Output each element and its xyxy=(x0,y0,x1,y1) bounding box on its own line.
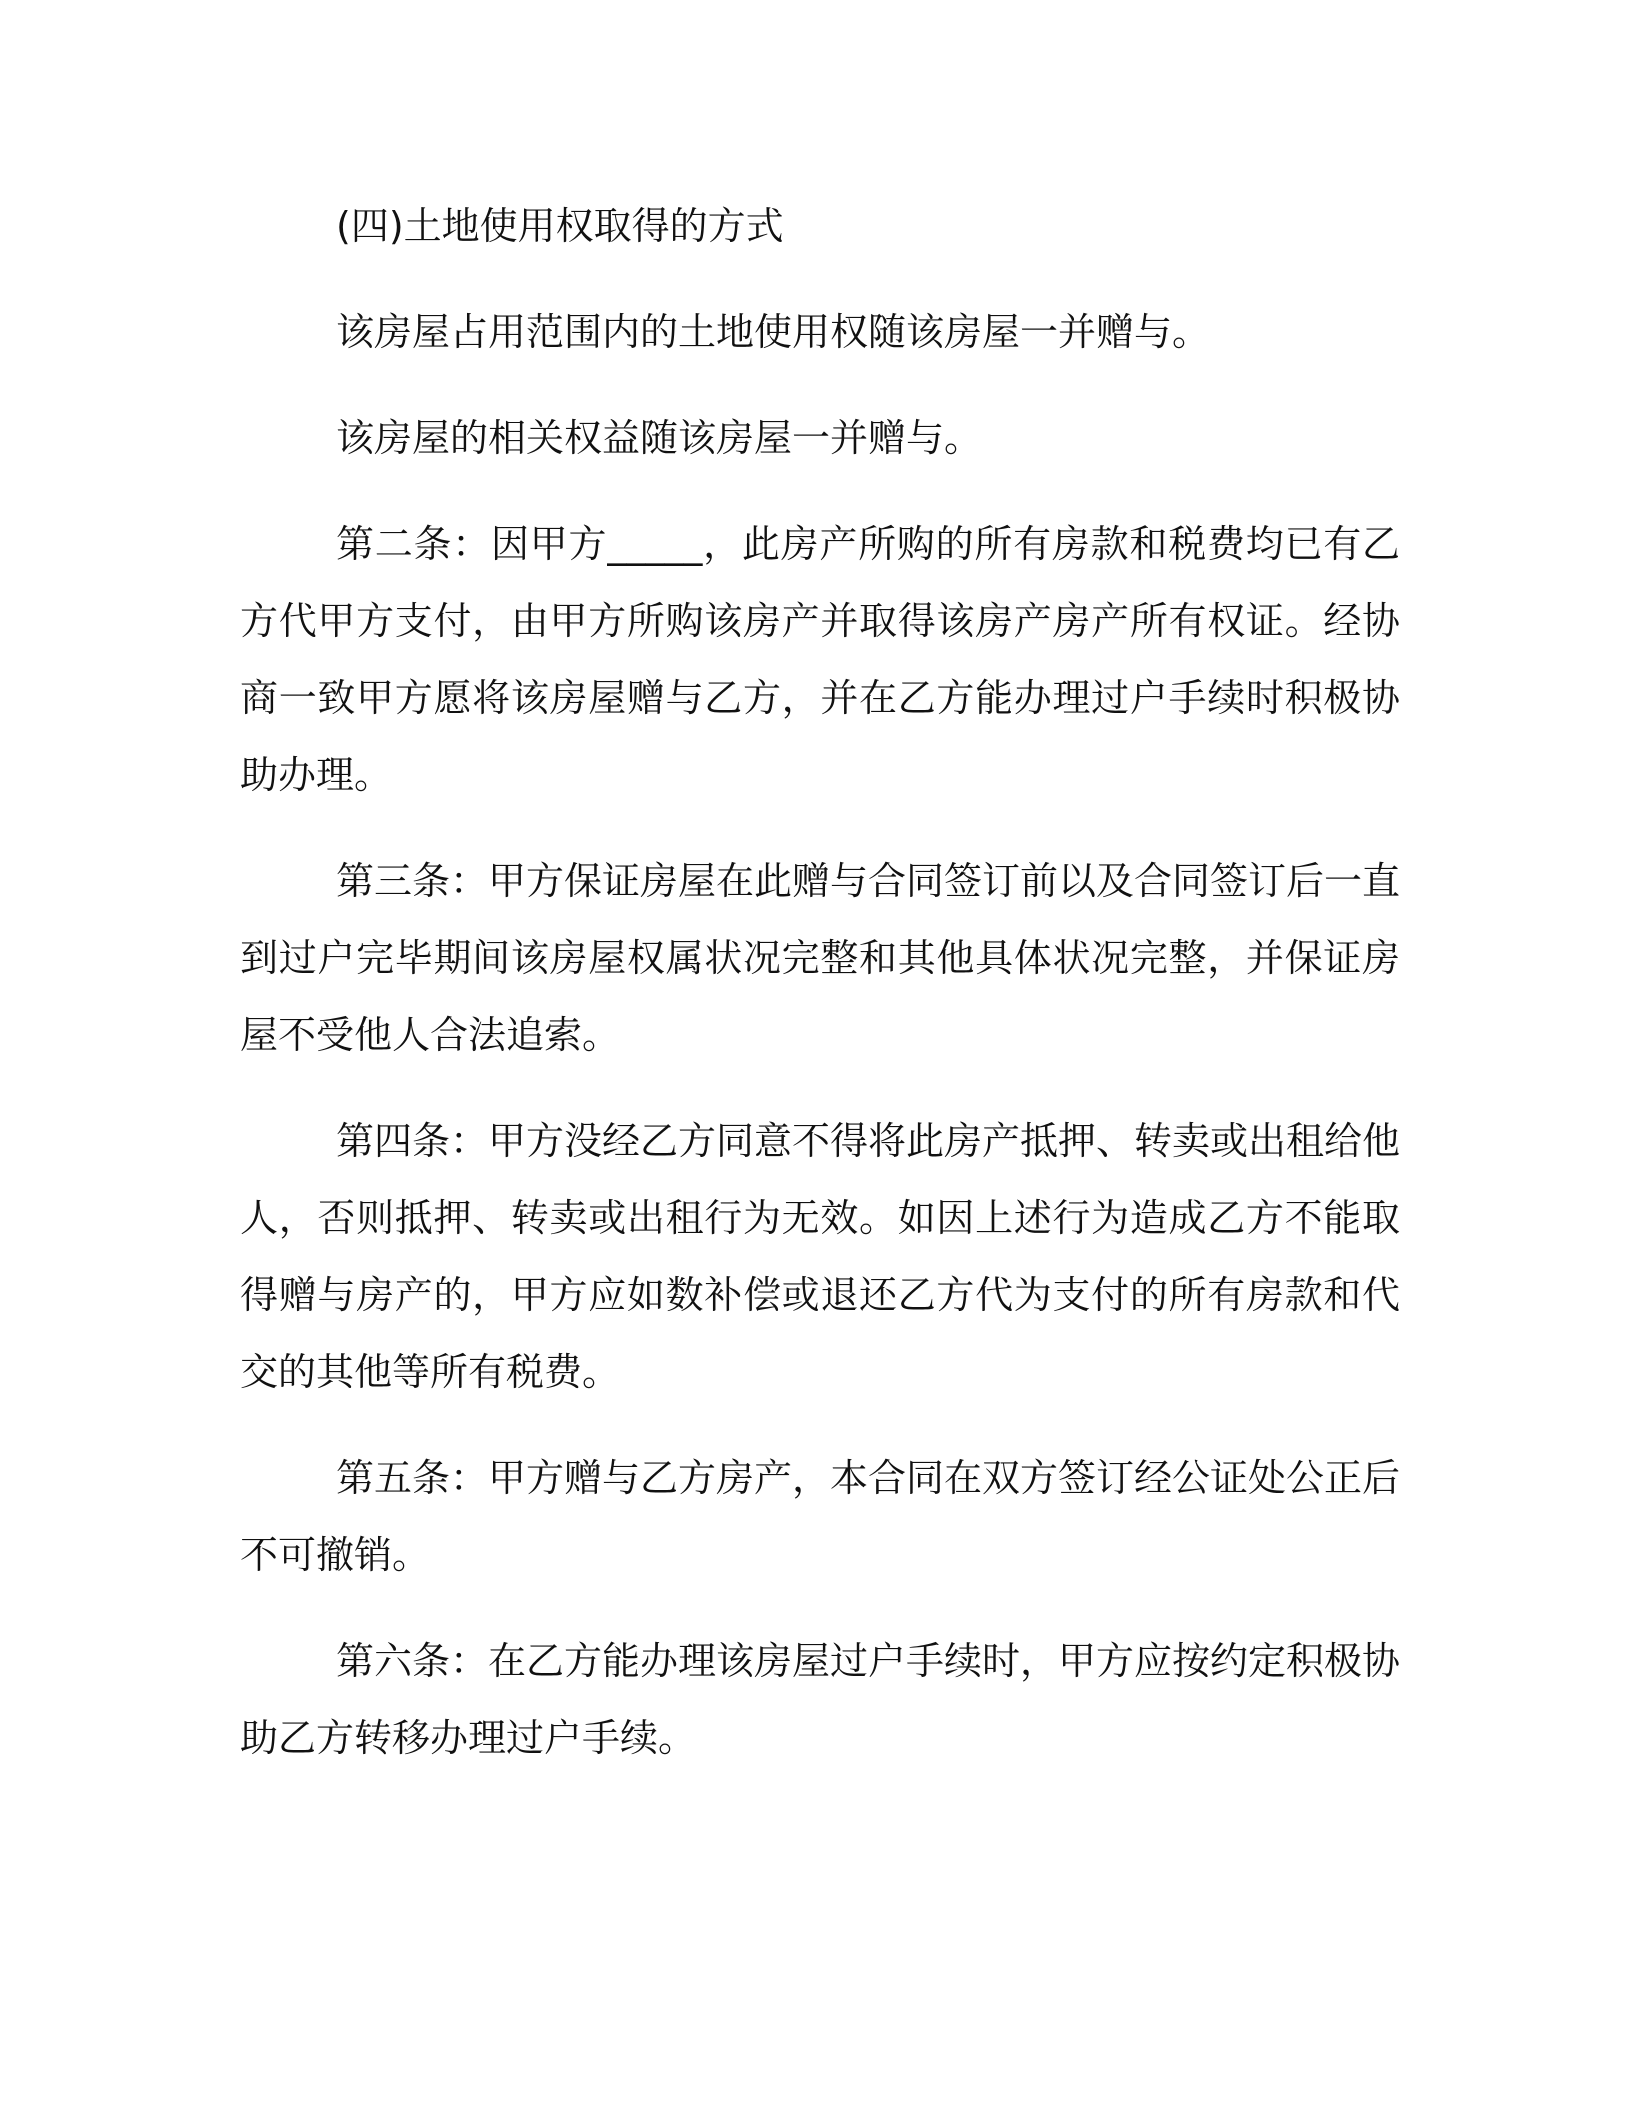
article-two: 第二条：因甲方_____，此房产所购的所有房款和税费均已有乙方代甲方支付，由甲方所购该房产并取得该房产房产所有权证。经协商一致甲方愿将该房屋赠与乙方，并在乙方能办理过户手续时积极协助办理。 xyxy=(240,522,1400,797)
document-body xyxy=(240,188,1400,1777)
section-heading-land-use-right: (四)土地使用权取得的方式 xyxy=(336,204,784,248)
article-four: 第四条：甲方没经乙方同意不得将此房产抵押、转卖或出租给他人，否则抵押、转卖或出租行为无效。如因上述行为造成乙方不能取得赠与房产的，甲方应如数补偿或退还乙方代为支付的所有房款和代交的其他等所有税费。 xyxy=(240,1119,1401,1394)
paragraph-land-use-right: 该房屋占用范围内的土地使用权随该房屋一并赠与。 xyxy=(336,310,1211,354)
paragraph-related-rights: 该房屋的相关权益随该房屋一并赠与。 xyxy=(336,416,983,460)
article-six: 第六条：在乙方能办理该房屋过户手续时，甲方应按约定积极协助乙方转移办理过户手续。 xyxy=(240,1639,1401,1760)
article-three: 第三条：甲方保证房屋在此赠与合同签订前以及合同签订后一直到过户完毕期间该房屋权属状况完整和其他具体状况完整，并保证房屋不受他人合法追索。 xyxy=(240,859,1401,1057)
article-five: 第五条：甲方赠与乙方房产，本合同在双方签订经公证处公正后不可撤销。 xyxy=(240,1456,1401,1577)
